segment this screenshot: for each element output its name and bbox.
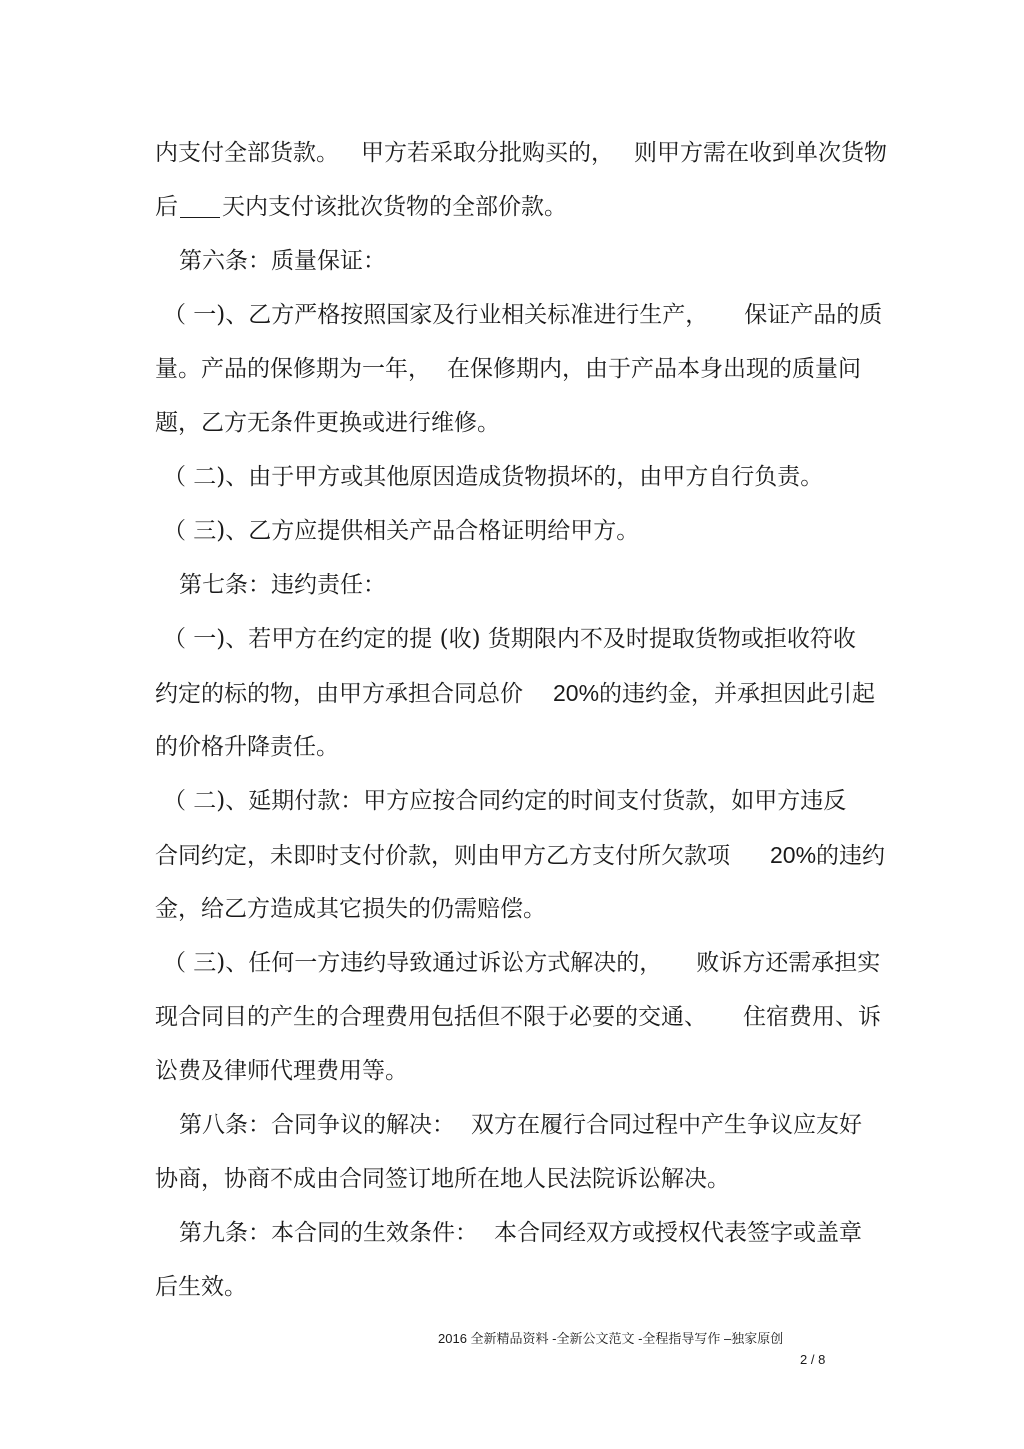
text-line-10 bbox=[163, 624, 883, 654]
text-line-1 bbox=[155, 138, 887, 168]
text-line-11 bbox=[155, 678, 875, 709]
text-segment: 双方在履行合同过程中产生争议应友好 bbox=[471, 1112, 862, 1138]
text-segment: 讼费及律师代理费用等。 bbox=[155, 1058, 408, 1084]
text-segment: 在保修期内，由于产品本身出现的质量问 bbox=[447, 356, 861, 382]
text-segment: 量。产品的保修期为一年， bbox=[155, 356, 431, 382]
text-segment: 后 bbox=[155, 194, 178, 220]
article-9-line bbox=[179, 1218, 899, 1248]
text-line-18 bbox=[155, 1056, 875, 1086]
text-segment: 第七条：违约责任： bbox=[179, 572, 386, 598]
text-segment: 题，乙方无条件更换或进行维修。 bbox=[155, 410, 500, 436]
text-line-17 bbox=[155, 1002, 881, 1032]
text-line-6 bbox=[155, 408, 875, 438]
text-line-13 bbox=[163, 786, 883, 816]
text-segment: 住宿费用、诉 bbox=[743, 1004, 881, 1030]
text-line-22 bbox=[155, 1272, 875, 1302]
text-segment: 第九条：本合同的生效条件： bbox=[179, 1220, 478, 1246]
text-segment: 则甲方需在收到单次货物 bbox=[634, 140, 887, 166]
text-segment: 的价格升降责任。 bbox=[155, 734, 339, 760]
page-footer: 2016 全新精品资料 -全新公文范文 -全程指导写作 –独家原创 bbox=[438, 1331, 784, 1346]
text-segment: （ 三)、乙方应提供相关产品合格证明给甲方。 bbox=[163, 518, 640, 544]
text-segment: 败诉方还需承担实 bbox=[696, 950, 881, 976]
text-segment: 的违约 bbox=[816, 843, 886, 869]
text-line-8 bbox=[163, 516, 883, 546]
fill-in-blank bbox=[180, 195, 220, 218]
article-8-line bbox=[179, 1110, 899, 1140]
text-segment: 合同约定，未即时支付价款，则由甲方乙方支付所欠款项 bbox=[155, 843, 730, 869]
text-segment: 天内支付该批次货物的全部价款。 bbox=[222, 194, 567, 220]
text-segment: 甲方若采取分批购买的， bbox=[361, 140, 614, 166]
text-line-7 bbox=[163, 462, 883, 492]
text-line-16 bbox=[163, 948, 883, 978]
text-segment: 的违约金，并承担因此引起 bbox=[599, 681, 876, 707]
text-segment: 本合同经双方或授权代表签字或盖章 bbox=[494, 1220, 862, 1246]
text-line-15 bbox=[155, 894, 875, 924]
text-line-4 bbox=[163, 300, 883, 330]
percentage-value: 20% bbox=[770, 842, 817, 868]
text-segment: （ 一)、乙方严格按照国家及行业相关标准进行生产， bbox=[163, 302, 709, 328]
article-7-heading bbox=[179, 570, 899, 600]
text-segment: 内支付全部货款。 bbox=[155, 140, 339, 166]
article-6-heading bbox=[179, 246, 899, 276]
text-line-14 bbox=[155, 840, 886, 871]
text-segment: （ 二)、延期付款：甲方应按合同约定的时间支付货款，如甲方违反 bbox=[163, 788, 847, 814]
page-number: 2 / 8 bbox=[800, 1352, 826, 1367]
text-segment: （ 二)、由于甲方或其他原因造成货物损坏的，由甲方自行负责。 bbox=[163, 464, 824, 490]
text-line-20 bbox=[155, 1164, 875, 1194]
percentage-value: 20% bbox=[553, 680, 600, 706]
text-segment: 后生效。 bbox=[155, 1274, 247, 1300]
text-segment: 约定的标的物，由甲方承担合同总价 bbox=[155, 681, 523, 707]
text-segment: （ 一)、若甲方在约定的提 (收) 货期限内不及时提取货物或拒收符收 bbox=[163, 626, 856, 652]
text-segment: 协商，协商不成由合同签订地所在地人民法院诉讼解决。 bbox=[155, 1166, 730, 1192]
text-line-2 bbox=[155, 192, 875, 222]
text-segment: 第六条：质量保证： bbox=[179, 248, 386, 274]
text-segment: 金，给乙方造成其它损失的仍需赔偿。 bbox=[155, 896, 546, 922]
text-segment: 保证产品的质 bbox=[744, 302, 883, 328]
text-line-5 bbox=[155, 354, 875, 384]
text-segment: 第八条：合同争议的解决： bbox=[179, 1112, 455, 1138]
text-segment: 现合同目的产生的合理费用包括但不限于必要的交通、 bbox=[155, 1004, 707, 1030]
text-segment: （ 三)、任何一方违约导致通过诉讼方式解决的， bbox=[163, 950, 663, 976]
text-line-12 bbox=[155, 732, 875, 762]
